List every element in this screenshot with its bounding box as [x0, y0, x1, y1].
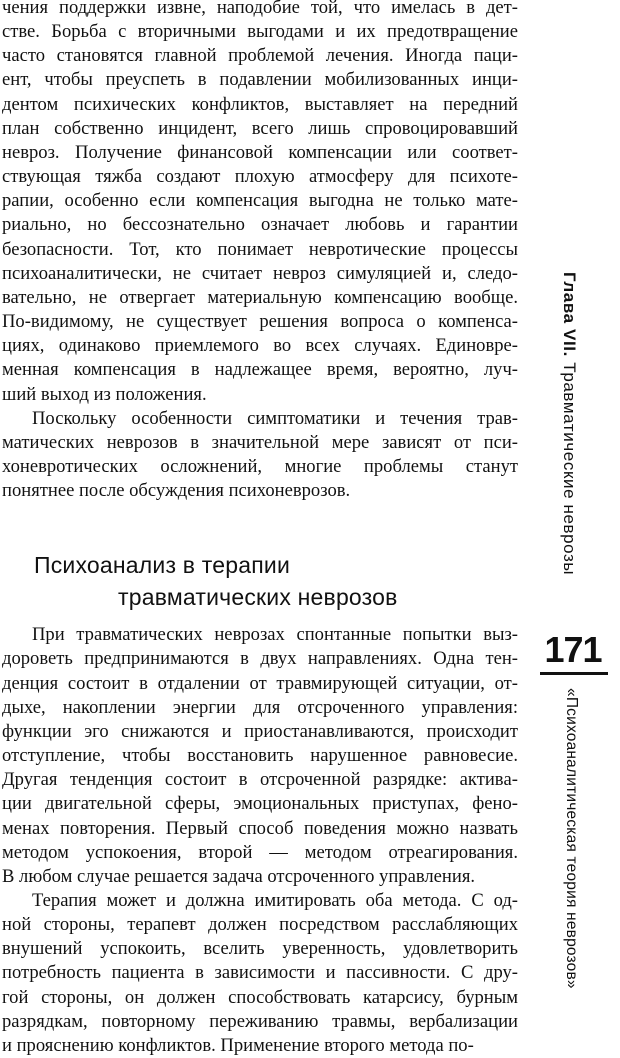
paragraph-1-line: план собственно инцидент, всего лишь спровоцировавший	[2, 117, 518, 139]
paragraph-4-line: Терапия может и должна имитировать оба метода. С од-	[32, 890, 518, 911]
paragraph-3-line: При травматических неврозах спонтанные попытки выз-	[32, 624, 518, 646]
section-heading-line-2: травматических неврозов	[118, 584, 398, 611]
paragraph-3-line: Другая тенденция состоит в отсроченной разрядке: активa-	[2, 769, 518, 791]
paragraph-1-line: невроз. Получение финансовой компенсации или соответ-	[2, 141, 518, 163]
chapter-label: Глава VII.	[560, 272, 579, 357]
page-number-rule	[540, 672, 608, 675]
paragraph-4-line: ной стороны, терапевт должен посредством расслабляющих	[2, 914, 518, 936]
paragraph-1-line: ший выход из положения.	[2, 383, 207, 405]
paragraph-4-line: и прояснению конфликтов. Применение второго метода по-	[2, 1034, 474, 1056]
paragraph-1-line: циях, одинаково приемлемого во всех случаях. Единовре-	[2, 335, 518, 357]
book-title	[562, 688, 580, 998]
paragraph-3-line: ции двигательной сферы, эмоциональных приступах, фено-	[2, 793, 518, 815]
paragraph-1-line: рапии, особенно если компенсация выгодна не только мате-	[2, 190, 518, 212]
paragraph-3-line: денция состоит в отдалении от травмирующей ситуации, от-	[2, 672, 518, 694]
running-title	[560, 272, 578, 612]
paragraph-1-line: часто становятся главной проблемой лечения. Иногда паци-	[2, 45, 518, 67]
paragraph-1-line: менная компенсация в надлежащее время, вероятно, луч-	[2, 359, 518, 381]
paragraph-1-line: психоаналитически, не считает невроз симуляцией и, следо-	[2, 262, 518, 284]
section-heading	[2, 549, 518, 613]
paragraph-1-line: чения поддержки извне, наподобие той, что имелась в дет-	[2, 0, 518, 18]
paragraph-1-line: риально, но бессознательно означает любовь и гарантии	[2, 214, 518, 236]
paragraph-1-line: вательно, не отвергает материальную компенсацию вообще.	[2, 286, 518, 308]
paragraph-4-line: потребность пациента в зависимости и пассивности. С дру-	[2, 962, 518, 984]
paragraph-4-line: гой стороны, он должен способствовать катарсису, бурным	[2, 986, 518, 1008]
paragraph-1-line: ствующая тяжба создают плохую атмосферу для психоте-	[2, 166, 518, 188]
paragraph-3-line: методом успокоения, второй — методом отреагирования.	[2, 841, 518, 863]
paragraph-3-line: дыхе, накоплении энергии для отсроченного управления:	[2, 696, 518, 718]
paragraph-1-line: дентом психических конфликтов, выставляет на передний	[2, 93, 518, 115]
paragraph-3-line: отступление, чтобы восстановить нарушенное равновесие.	[2, 745, 518, 767]
paragraph-3-line: В любом случае решается задача отсроченного управления.	[2, 865, 476, 887]
paragraph-2-line: матических неврозов в значительной мере зависят от пси-	[2, 431, 518, 453]
paragraph-1-line: стве. Борьба с вторичными выгодами и их предотвращение	[2, 21, 518, 43]
paragraph-1	[2, 0, 518, 407]
paragraph-2-line: понятнее после обсуждения психоневрозов.	[2, 480, 351, 502]
page-number: 171	[544, 629, 602, 670]
paragraph-1-line: По-видимому, не существует решения вопроса о компенса-	[2, 311, 518, 333]
book-title-text: «Психоаналитическая теория неврозов»	[563, 688, 580, 989]
paragraph-3-line: менах повторения. Первый способ поведения можно назвать	[2, 817, 518, 839]
paragraph-3-line: функции эго снижаются и приостанавливаются, происходит	[2, 720, 518, 742]
paragraph-3	[2, 623, 518, 889]
paragraph-2-line: Поскольку особенности симптоматики и течения трав-	[32, 407, 518, 429]
paragraph-3-line: дороветь предпринимаются в двух направлениях. Одна тен-	[2, 648, 518, 670]
paragraph-2	[2, 407, 518, 504]
paragraph-4-line: внушений успокоить, вселить уверенность, удовлетворить	[2, 938, 518, 960]
paragraph-4	[2, 889, 518, 1058]
paragraph-2-line: хоневротических осложнений, многие проблемы станут	[2, 455, 518, 477]
paragraph-1-line: ент, чтобы преуспеть в подавлении мобилизованных инци-	[2, 69, 518, 91]
paragraph-1-line: безопасности. Тот, кто понимает невротические процессы	[2, 238, 518, 260]
paragraph-4-line: разрядкам, повторному переживанию травмы, вербализации	[2, 1010, 518, 1032]
text-column	[2, 0, 518, 1058]
section-heading-line-1: Психоанализ в терапии	[34, 552, 291, 579]
chapter-title: Травматические неврозы	[560, 362, 579, 576]
